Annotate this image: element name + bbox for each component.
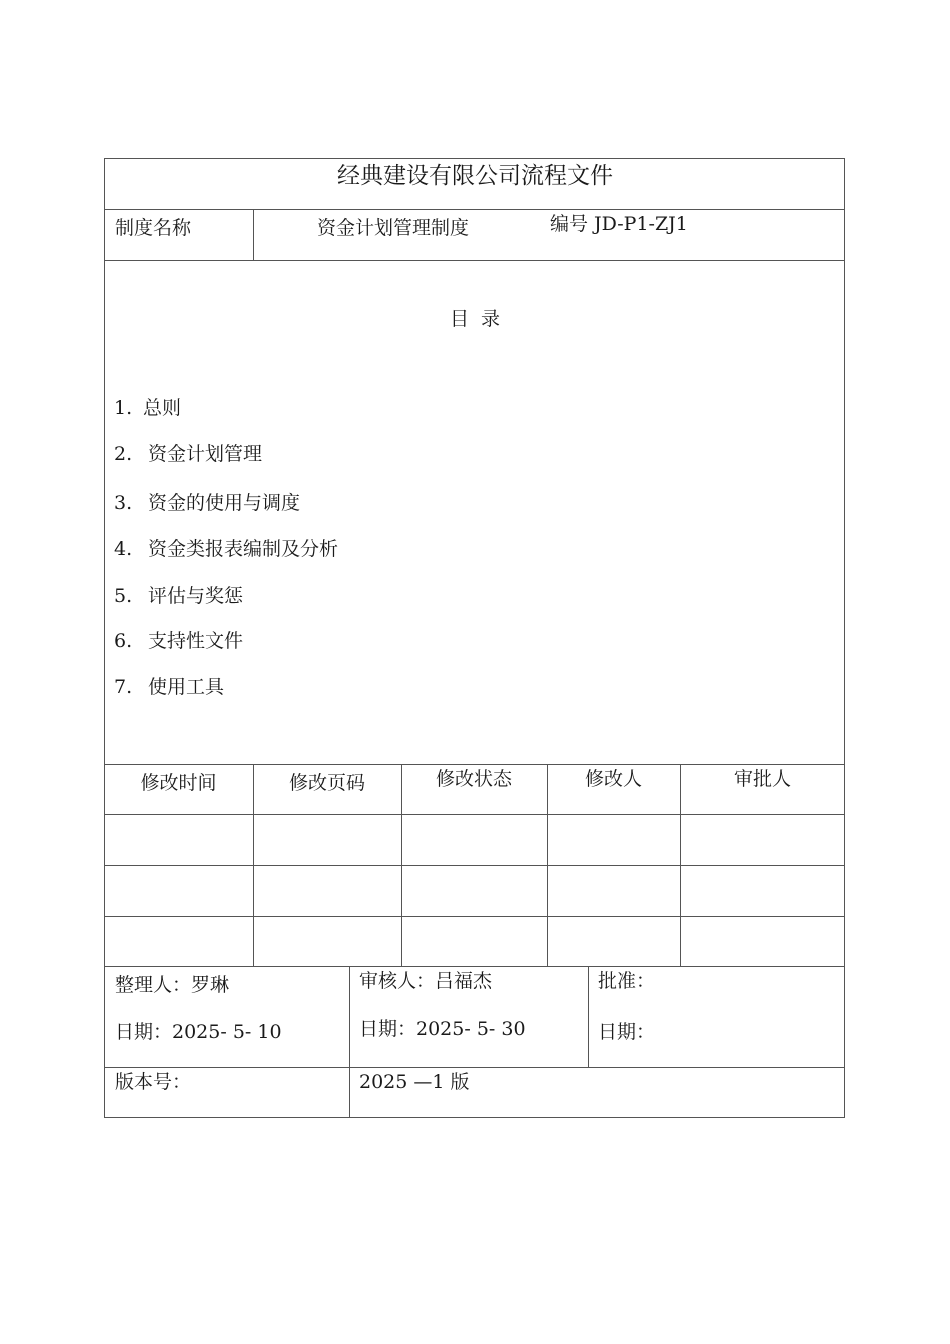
row-divider (104, 764, 845, 765)
row-divider (104, 260, 845, 261)
reviewer: 审核人：吕福杰 (359, 970, 493, 992)
toc-item-text: 总则 (143, 397, 182, 419)
row-divider (104, 1067, 845, 1068)
toc-item[interactable] (114, 630, 243, 652)
toc-item-text: 资金类报表编制及分析 (148, 538, 339, 560)
row-divider (104, 916, 845, 917)
toc-heading: 目 录 (449, 308, 501, 330)
col-divider (349, 966, 350, 1118)
col-divider (401, 764, 402, 966)
toc-item[interactable] (114, 585, 243, 607)
document-code: 编号 JD-P1-ZJ1 (550, 213, 688, 235)
revision-col-status: 修改状态 (435, 768, 512, 790)
toc-item-number: 7. (114, 676, 133, 698)
version-value: 2025 —1 版 (359, 1071, 470, 1093)
toc-item-number: 3. (114, 492, 133, 514)
approver-date: 日期： (598, 1021, 656, 1043)
row-divider (104, 865, 845, 866)
col-divider (253, 764, 254, 966)
approver: 批准： (598, 970, 656, 992)
col-divider (253, 209, 254, 260)
organizer: 整理人：罗琳 (115, 974, 230, 996)
revision-col-time: 修改时间 (140, 772, 217, 794)
col-divider (588, 966, 589, 1067)
toc-item-text: 评估与奖惩 (148, 585, 244, 607)
toc-item-number: 6. (114, 630, 133, 652)
version-label: 版本号： (115, 1071, 192, 1093)
toc-item[interactable] (114, 492, 300, 514)
row-divider (104, 209, 845, 210)
revision-col-editor: 修改人 (584, 768, 642, 790)
row-divider (104, 814, 845, 815)
toc-item-text: 使用工具 (148, 676, 225, 698)
toc-item[interactable] (114, 538, 338, 560)
toc-item-text: 支持性文件 (148, 630, 244, 652)
toc-item[interactable] (114, 443, 262, 465)
toc-item[interactable] (114, 397, 181, 419)
toc-item[interactable] (114, 676, 224, 698)
toc-item-text: 资金的使用与调度 (148, 492, 301, 514)
policy-name-value: 资金计划管理制度 (317, 217, 470, 239)
document-title: 经典建设有限公司流程文件 (337, 163, 613, 189)
reviewer-date: 日期：2025- 5- 30 (359, 1018, 526, 1040)
revision-col-page: 修改页码 (288, 772, 365, 794)
organizer-date: 日期：2025- 5- 10 (115, 1021, 282, 1043)
col-divider (680, 764, 681, 966)
toc-item-number: 1. (114, 397, 133, 419)
toc-item-number: 4. (114, 538, 133, 560)
col-divider (547, 764, 548, 966)
toc-item-number: 5. (114, 585, 133, 607)
revision-col-approver: 审批人 (733, 768, 791, 790)
policy-name-label: 制度名称 (115, 217, 192, 239)
toc-item-number: 2. (114, 443, 133, 465)
toc-item-text: 资金计划管理 (148, 443, 263, 465)
row-divider (104, 966, 845, 967)
